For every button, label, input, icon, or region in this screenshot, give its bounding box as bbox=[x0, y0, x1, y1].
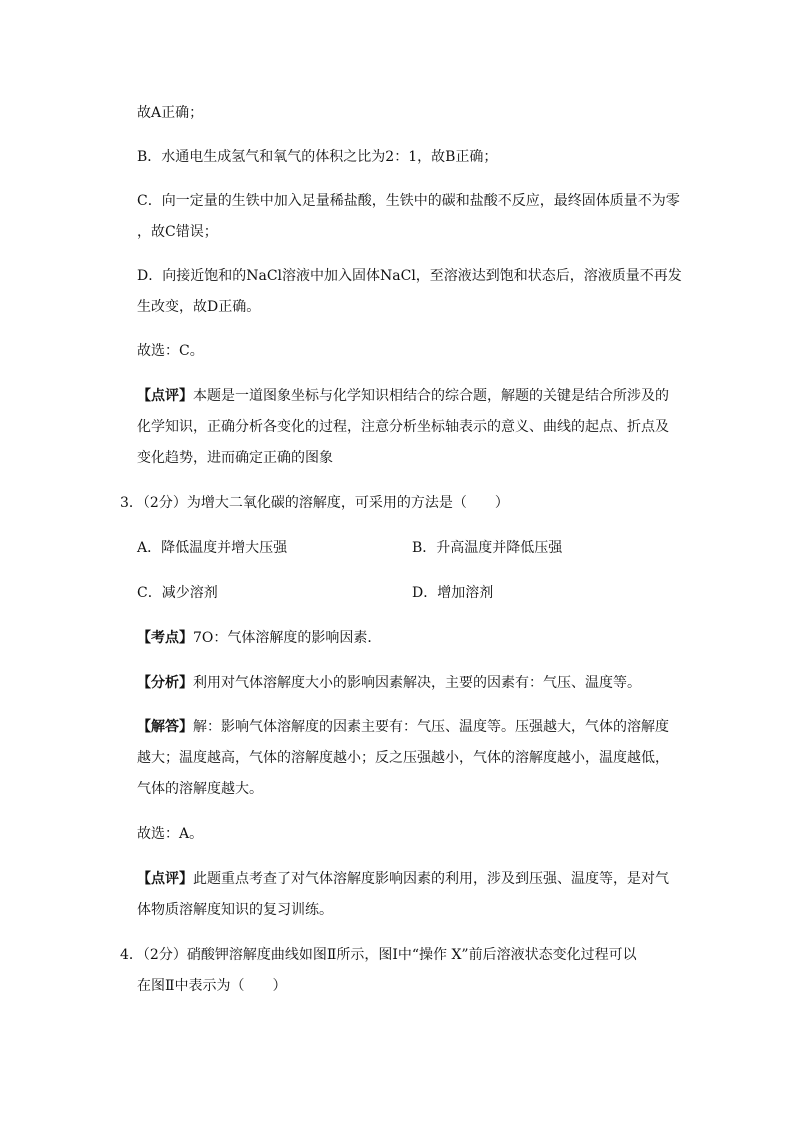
prev-comment-line1 bbox=[137, 386, 669, 406]
comment-tag: 【点评】 bbox=[137, 388, 193, 404]
comment-text: 此题重点考查了对气体溶解度影响因素的利用，涉及到压强、温度等，是对气 bbox=[193, 871, 669, 887]
q3-option-a: A．降低温度并增大压强 bbox=[137, 540, 288, 556]
q3-stem: 3．（2分）为增大二氧化碳的溶解度，可采用的方法是（ ） bbox=[120, 495, 509, 511]
prev-option-a-tail: 故A正确； bbox=[137, 105, 204, 121]
prev-option-b: B．水通电生成氢气和氧气的体积之比为2：1，故B正确； bbox=[137, 149, 498, 165]
q3-answer: 故选：A。 bbox=[137, 826, 204, 842]
fenxi-text: 利用对气体溶解度大小的影响因素解决，主要的因素有：气压、温度等。 bbox=[193, 675, 641, 691]
q3-fenxi bbox=[137, 673, 641, 693]
jieda-tag: 【解答】 bbox=[137, 719, 193, 735]
q3-comment-line1 bbox=[137, 869, 669, 889]
prev-option-c-line2: ，故C错误； bbox=[137, 224, 218, 240]
prev-answer: 故选：C。 bbox=[137, 343, 204, 359]
prev-comment-line2: 化学知识，正确分析各变化的过程，注意分析坐标轴表示的意义、曲线的起点、折点及 bbox=[137, 419, 669, 435]
prev-comment-line3: 变化趋势，进而确定正确的图象 bbox=[137, 450, 333, 466]
q4-stem-line1: 4．（2分）硝酸钾溶解度曲线如图Ⅱ所示，图Ⅰ中“操作 X”前后溶液状态变化过程可以 bbox=[120, 947, 637, 963]
q3-jieda-line3: 气体的溶解度越大。 bbox=[137, 781, 263, 797]
q3-jieda-line1 bbox=[137, 717, 669, 737]
prev-option-d-line1: D．向接近饱和的NaCl溶液中加入固体NaCl，至溶液达到饱和状态后，溶液质量不再发 bbox=[137, 268, 682, 284]
prev-option-c-line1: C．向一定量的生铁中加入足量稀盐酸，生铁中的碳和盐酸不反应，最终固体质量不为零 bbox=[137, 193, 680, 209]
q3-comment-line2: 体物质溶解度知识的复习训练。 bbox=[137, 902, 333, 918]
q3-kaodian bbox=[137, 628, 381, 648]
jieda-text: 解：影响气体溶解度的因素主要有：气压、温度等。压强越大，气体的溶解度 bbox=[193, 719, 669, 735]
q4-stem-line2: 在图Ⅱ中表示为（ ） bbox=[137, 978, 287, 994]
prev-option-d-line2: 生改变，故D正确。 bbox=[137, 299, 261, 315]
kaodian-text: 7O：气体溶解度的影响因素． bbox=[193, 630, 382, 646]
q3-jieda-line2: 越大；温度越高，气体的溶解度越小；反之压强越小，气体的溶解度越小，温度越低， bbox=[137, 750, 669, 766]
comment-tag: 【点评】 bbox=[137, 871, 193, 887]
q3-option-b: B．升高温度并降低压强 bbox=[412, 540, 563, 556]
kaodian-tag: 【考点】 bbox=[137, 630, 193, 646]
comment-text: 本题是一道图象坐标与化学知识相结合的综合题，解题的关键是结合所涉及的 bbox=[193, 388, 669, 404]
q3-option-c: C．减少溶剂 bbox=[137, 585, 218, 601]
q3-option-d: D．增加溶剂 bbox=[412, 585, 494, 601]
fenxi-tag: 【分析】 bbox=[137, 675, 193, 691]
